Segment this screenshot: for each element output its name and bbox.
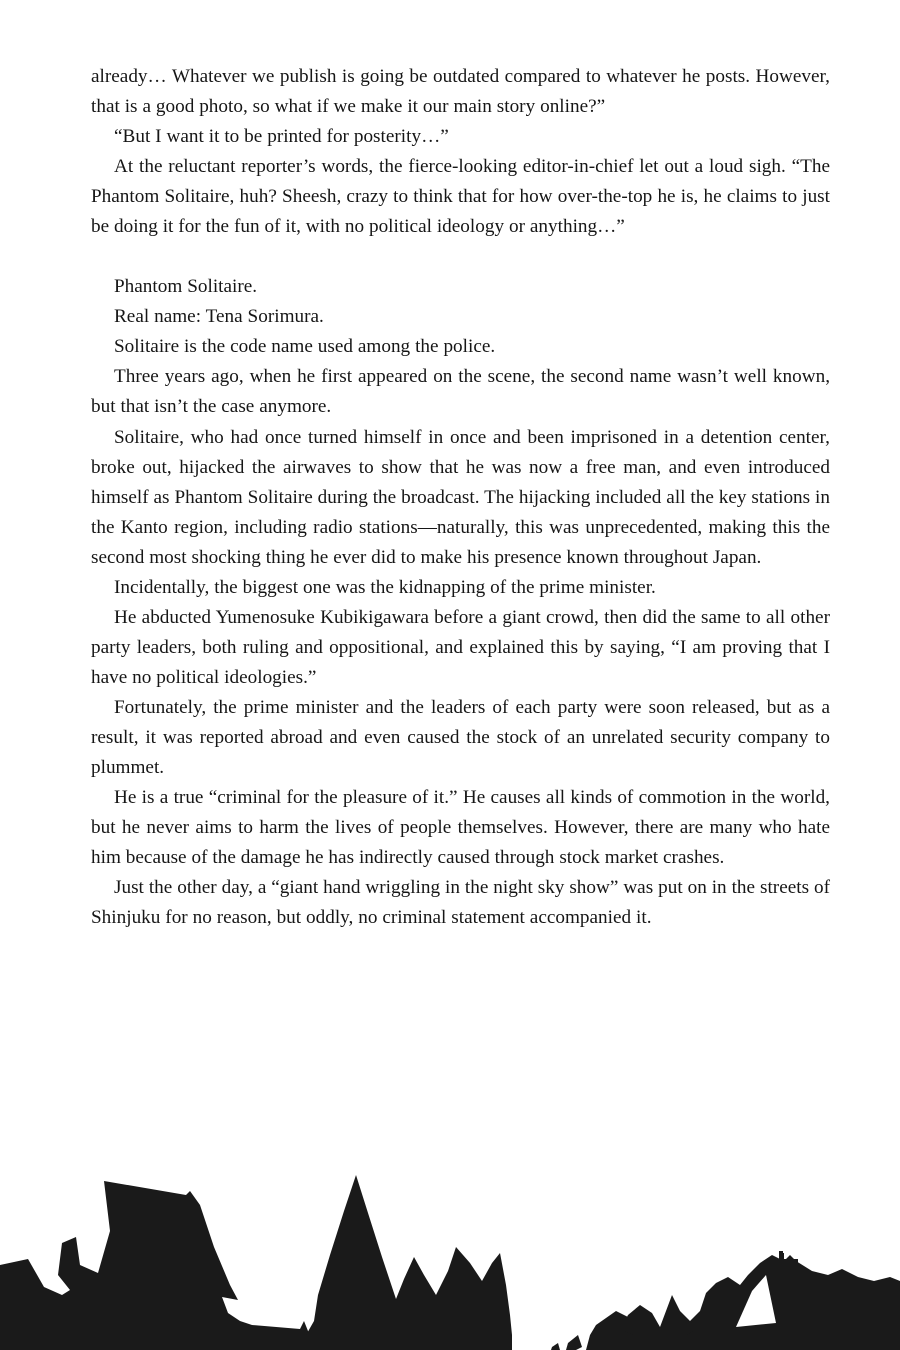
paragraph-13: Just the other day, a “giant hand wriggling in the night sky show” was put on in the streets of Shinjuku for no reason, but oddly, no criminal statement accompanied it. — [91, 877, 830, 929]
paragraph-12: He is a true “criminal for the pleasure of it.” He causes all kinds of commotion in the world, but he never aims to harm the lives of people themselves. However, there are many who hate him because of the damage he has indirectly caused through stock market crashes. — [91, 787, 830, 869]
paragraph-2: “But I want it to be printed for posterity…” — [114, 126, 449, 148]
paragraph-9: Incidentally, the biggest one was the kidnapping of the prime minister. — [114, 576, 656, 598]
paragraph-10: He abducted Yumenosuke Kubikigawara before a giant crowd, then did the same to all other party leaders, both ruling and oppositional, and explained this by saying, “I am proving that I have no political ideologies.” — [91, 606, 830, 688]
paragraph-7: Three years ago, when he first appeared on the scene, the second name wasn’t well known, but that isn’t the case anymore. — [91, 366, 830, 418]
bottom-illustration — [0, 1135, 900, 1350]
paragraph-1: already… Whatever we publish is going be outdated compared to whatever he posts. However, that is a good photo, so what if we make it our main story online?” — [91, 66, 830, 118]
paragraph-8: Solitaire, who had once turned himself in once and been imprisoned in a detention center, broke out, hijacked the airwaves to show that he was now a free man, and even introduced himself as Phantom Solitaire during the broadcast. The hijacking included all the key stations in the Kanto region, including radio stations—naturally, this was unprecedented, making this the second most shocking thing he ever did to make his presence known throughout Japan. — [91, 426, 830, 568]
paragraph-3: At the reluctant reporter’s words, the fierce-looking editor-in-chief let out a loud sigh. “The Phantom Solitaire, huh? Sheesh, crazy to think that for how over-the-top he is, he claims to just be doing it for the fun of it, with no political ideology or anything…” — [91, 156, 830, 238]
paragraph-break — [91, 242, 830, 272]
text-column — [91, 62, 830, 933]
paragraph-11: Fortunately, the prime minister and the leaders of each party were soon released, but as a result, it was reported abroad and even caused the stock of an unrelated security company to plummet. — [91, 696, 830, 779]
paragraph-6: Solitaire is the code name used among the police. — [114, 336, 496, 358]
paragraph-4: Phantom Solitaire. — [114, 276, 258, 298]
paragraph-5: Real name: Tena Sorimura. — [114, 306, 324, 328]
